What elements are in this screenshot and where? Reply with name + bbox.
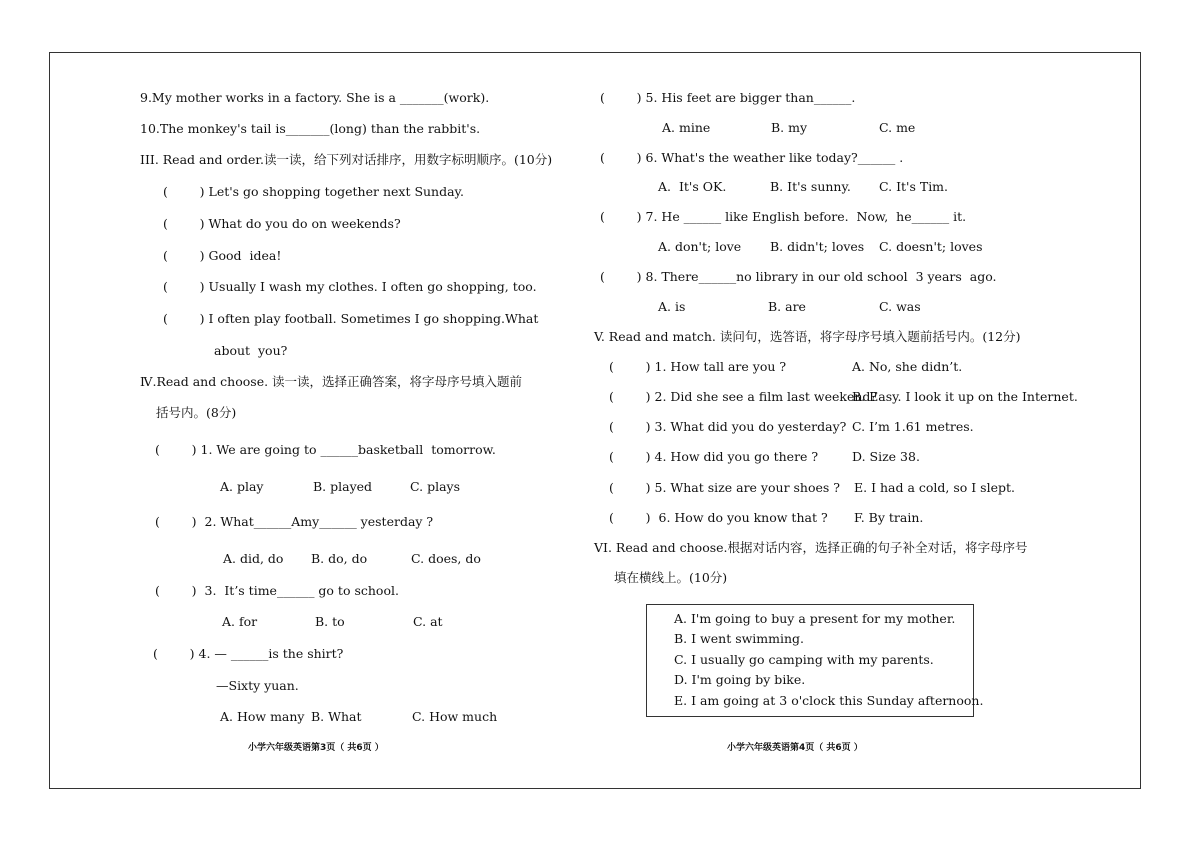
choice-option: C. It's Tim. bbox=[879, 179, 949, 194]
choice-option: A. play bbox=[220, 479, 264, 494]
choice-option: B. played bbox=[313, 479, 373, 494]
choice-option: B. my bbox=[771, 120, 808, 135]
choice-question-6: ( ) 6. What's the weather like today?______ . bbox=[600, 150, 904, 165]
page-footer-right: 小学六年级英语第4页（ 共6页 ） bbox=[727, 743, 863, 753]
match-question-3: ( ) 3. What did you do yesterday? bbox=[609, 419, 847, 434]
match-answer-f: F. By train. bbox=[854, 510, 924, 525]
sentence-option-e: E. I am going at 3 o'clock this Sunday afternoon. bbox=[674, 693, 984, 708]
match-answer-e: E. I had a cold, so I slept. bbox=[854, 480, 1015, 495]
choice-option: A. It's OK. bbox=[658, 179, 727, 194]
choice-option: C. plays bbox=[410, 479, 460, 494]
choice-question-5: ( ) 5. His feet are bigger than______. bbox=[600, 90, 856, 105]
choice-question-2: ( ) 2. What______Amy______ yesterday ? bbox=[155, 514, 434, 529]
choice-option: C. me bbox=[879, 120, 916, 135]
sentence-options-box bbox=[646, 604, 984, 717]
order-item-2: ( ) What do you do on weekends? bbox=[163, 216, 401, 231]
sentence-option-a: A. I'm going to buy a present for my mother. bbox=[674, 611, 956, 626]
choice-question-1: ( ) 1. We are going to ______basketball tomorrow. bbox=[155, 442, 496, 457]
choice-option: A. is bbox=[658, 299, 686, 314]
match-answer-d: D. Size 38. bbox=[852, 449, 920, 464]
match-question-6: ( ) 6. How do you know that ? bbox=[609, 510, 828, 525]
choice-option: A. did, do bbox=[223, 551, 284, 566]
choice-question-7: ( ) 7. He ______ like English before. Now, he______ it. bbox=[600, 209, 967, 224]
section-4-heading: Ⅳ.Read and choose. 读一读，选择正确答案，将字母序号填入题前 bbox=[140, 374, 523, 389]
section-6-heading: VI. Read and choose.根据对话内容，选择正确的句子补全对话，将字母序号 bbox=[594, 540, 1028, 555]
match-question-2: ( ) 2. Did she see a film last weekend? bbox=[609, 389, 878, 404]
fill-question-9: 9.My mother works in a factory. She is a _______(work). bbox=[140, 90, 490, 105]
choice-option: B. to bbox=[315, 614, 345, 629]
choice-question-4-reply: —Sixty yuan. bbox=[216, 678, 299, 693]
sentence-option-c: C. I usually go camping with my parents. bbox=[674, 652, 934, 667]
choice-option: A. How many bbox=[220, 709, 305, 724]
fill-question-10: 10.The monkey's tail is_______(long) than the rabbit's. bbox=[140, 121, 481, 136]
choice-option: B. It's sunny. bbox=[770, 179, 851, 194]
choice-option: A. for bbox=[222, 614, 258, 629]
sentence-option-d: D. I'm going by bike. bbox=[674, 672, 806, 687]
choice-option: C. at bbox=[413, 614, 443, 629]
match-question-1: ( ) 1. How tall are you ? bbox=[609, 359, 787, 374]
choice-option: B. What bbox=[311, 709, 362, 724]
section-5-heading: V. Read and match. 读问句，选答语，将字母序号填入题前括号内。(12分) bbox=[594, 329, 1021, 344]
match-question-5: ( ) 5. What size are your shoes ? bbox=[609, 480, 840, 495]
match-answer-c: C. I’m 1.61 metres. bbox=[852, 419, 974, 434]
choice-option: C. was bbox=[879, 299, 921, 314]
order-item-5-continued: about you? bbox=[214, 343, 288, 358]
order-item-3: ( ) Good idea! bbox=[163, 248, 282, 263]
page-footer-left: 小学六年级英语第3页（ 共6页 ） bbox=[248, 743, 384, 753]
section-4-heading-line2: 括号内。(8分) bbox=[156, 405, 237, 420]
section-6-heading-line2: 填在横线上。(10分) bbox=[614, 570, 728, 585]
choice-option: C. does, do bbox=[411, 551, 481, 566]
choice-option: C. doesn't; loves bbox=[879, 239, 983, 254]
choice-option: B. are bbox=[768, 299, 806, 314]
choice-option: A. don't; love bbox=[658, 239, 742, 254]
choice-question-3: ( ) 3. It’s time______ go to school. bbox=[155, 583, 399, 598]
choice-option: B. do, do bbox=[311, 551, 368, 566]
order-item-5: ( ) I often play football. Sometimes I go shopping.What bbox=[163, 311, 539, 326]
match-answer-b: B. Easy. I look it up on the Internet. bbox=[852, 389, 1078, 404]
choice-question-8: ( ) 8. There______no library in our old school 3 years ago. bbox=[600, 269, 997, 284]
match-answer-a: A. No, she didn’t. bbox=[852, 359, 963, 374]
match-question-4: ( ) 4. How did you go there ? bbox=[609, 449, 819, 464]
choice-option: B. didn't; loves bbox=[770, 239, 865, 254]
section-3-heading: III. Read and order.读一读，给下列对话排序，用数字标明顺序。(10分) bbox=[140, 152, 553, 167]
order-item-1: ( ) Let's go shopping together next Sunday. bbox=[163, 184, 464, 199]
sentence-option-b: B. I went swimming. bbox=[674, 631, 805, 646]
choice-question-4: ( ) 4. — ______is the shirt? bbox=[153, 646, 344, 661]
order-item-4: ( ) Usually I wash my clothes. I often go shopping, too. bbox=[163, 279, 537, 294]
choice-option: C. How much bbox=[412, 709, 498, 724]
choice-option: A. mine bbox=[662, 120, 711, 135]
